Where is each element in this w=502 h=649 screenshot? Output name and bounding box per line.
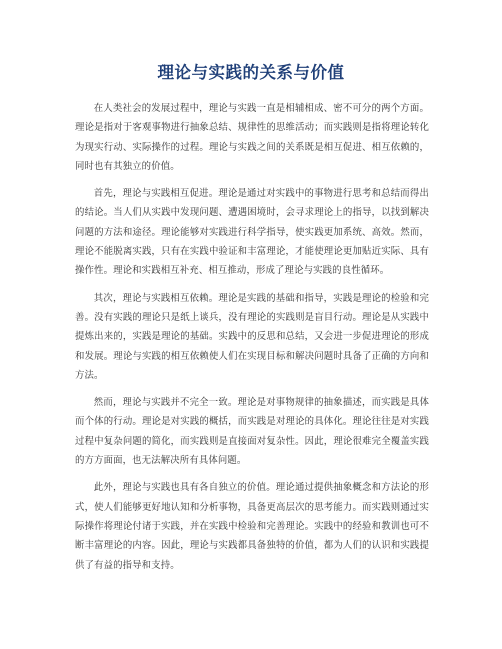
document-body [75,99,429,583]
document-title: 理论与实践的关系与价值 [157,63,345,82]
paragraph-mutual-dependence: 其次，理论与实践相互依赖。理论是实践的基础和指导，实践是理论的检验和完善。没有实践的理论只是纸上谈兵，没有理论的实践则是盲目行动。理论是从实践中提炼出来的，实践是理论的基础。实践中的反思和总结，又会进一步促进理论的形成和发展。理论与实践的相互依赖使人们在实现目标和解决问题时具备了正确的方向和方法。 [75,292,429,381]
paragraph-mutual-promotion: 首先，理论与实践相互促进。理论是通过对实践中的事物进行思考和总结而得出的结论。当人们从实践中发现问题、遭遇困境时，会寻求理论上的指导，以找到解决问题的方法和途径。理论能够对实践进行科学指导，使实践更加系统、高效。然而，理论不能脱离实践，只有在实践中验证和丰富理论，才能使理论更加贴近实际、具有操作性。理论和实践相互补充、相互推动，形成了理论与实践的良性循环。 [75,188,429,277]
paragraph-differences: 然而，理论与实践并不完全一致。理论是对事物规律的抽象描述，而实践是具体而个体的行动。理论是对实践的概括，而实践是对理论的具体化。理论往往是对实践过程中复杂问题的简化，而实践则是直接面对复杂性。因此，理论很难完全覆盖实践的方方面面，也无法解决所有具体问题。 [75,397,429,467]
paragraph-intro: 在人类社会的发展过程中，理论与实践一直是相辅相成、密不可分的两个方面。理论是指对于客观事物进行抽象总结、规律性的思维活动；而实践则是指将理论转化为现实行动、实际操作的过程。理论与实践之间的关系既是相互促进、相互依赖的，同时也有其独立的价值。 [75,103,429,172]
paragraph-independent-value: 此外，理论与实践也具有各自独立的价值。理论通过提供抽象概念和方法论的形式，使人们能够更好地认知和分析事物，具备更高层次的思考能力。而实践则通过实际操作将理论付诸于实践，并在实践中检验和完善理论。实践中的经验和教训也可不断丰富理论的内容。因此，理论与实践都具备独特的价值，都为人们的认识和实践提供了有益的指导和支持。 [75,482,429,571]
